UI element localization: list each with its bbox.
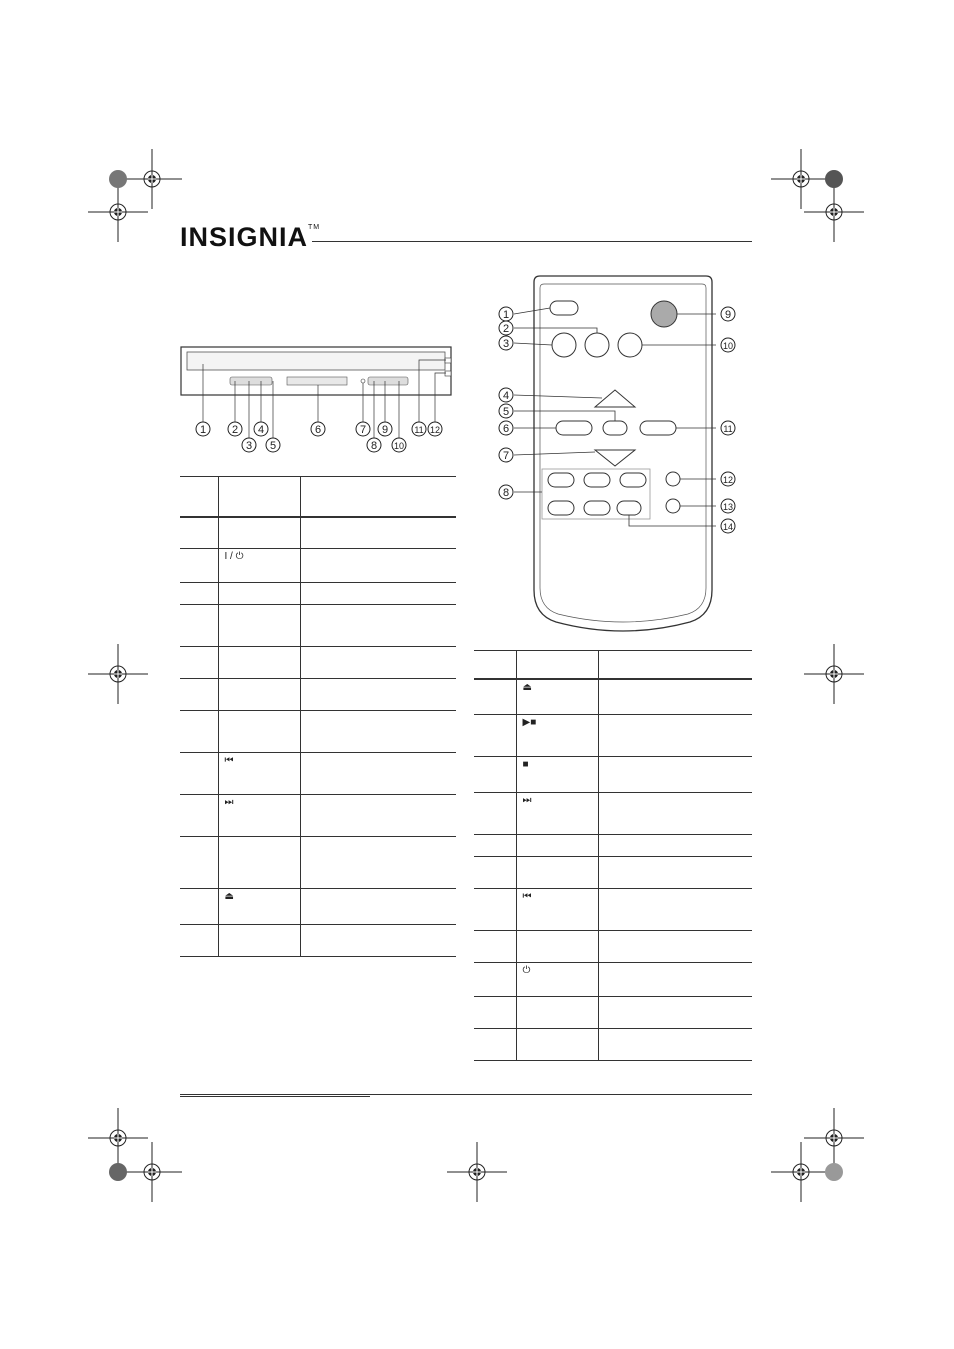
remote-callout-13: 13 bbox=[722, 502, 734, 512]
table-row: ⏭ bbox=[474, 793, 752, 835]
remote-callout-11: 11 bbox=[723, 424, 733, 434]
table-row bbox=[474, 1029, 752, 1061]
reg-mark-icon bbox=[88, 182, 148, 242]
table-row bbox=[180, 837, 456, 889]
callout-8: 8 bbox=[370, 440, 378, 452]
reg-mark-icon bbox=[122, 1142, 182, 1202]
remote-callout-1: 1 bbox=[502, 309, 510, 321]
reg-mark-icon bbox=[804, 182, 864, 242]
callout-12: 12 bbox=[429, 425, 441, 435]
remote-callout-7: 7 bbox=[502, 450, 510, 462]
reg-mark-icon bbox=[88, 1108, 148, 1168]
remote-callout-4: 4 bbox=[502, 390, 510, 402]
reg-mark-icon bbox=[88, 644, 148, 704]
remote-callout-5: 5 bbox=[502, 406, 510, 418]
callout-1: 1 bbox=[199, 424, 207, 436]
callout-4: 4 bbox=[257, 424, 265, 436]
callout-2: 2 bbox=[231, 424, 239, 436]
remote-callout-12: 12 bbox=[722, 475, 734, 485]
table-row: ⏻ bbox=[474, 963, 752, 997]
front-panel-table bbox=[180, 476, 456, 957]
table-row: ⏮ bbox=[474, 889, 752, 931]
color-dot-icon bbox=[825, 170, 843, 188]
table-row bbox=[180, 605, 456, 647]
reg-mark-icon bbox=[804, 1108, 864, 1168]
remote-callout-10: 10 bbox=[722, 341, 734, 351]
table-row bbox=[474, 857, 752, 889]
remote-callout-9: 9 bbox=[724, 309, 732, 321]
table-row: ⏏ bbox=[474, 679, 752, 715]
callout-11: 11 bbox=[414, 425, 424, 435]
table-row: ■ bbox=[474, 757, 752, 793]
callout-6: 6 bbox=[314, 424, 322, 436]
remote-callout-14: 14 bbox=[722, 522, 734, 532]
callout-9: 9 bbox=[381, 424, 389, 436]
callout-5: 5 bbox=[269, 440, 277, 452]
remote-callout-6: 6 bbox=[502, 423, 510, 435]
reg-mark-icon bbox=[804, 644, 864, 704]
callout-3: 3 bbox=[245, 440, 253, 452]
footer-rule-accent bbox=[180, 1096, 370, 1097]
table-row bbox=[474, 931, 752, 963]
color-dot-icon bbox=[825, 1163, 843, 1181]
table-row: I / ⏻ bbox=[180, 549, 456, 583]
table-row bbox=[180, 647, 456, 679]
reg-mark-icon bbox=[771, 149, 831, 209]
callout-10: 10 bbox=[393, 441, 405, 451]
remote-callout-2: 2 bbox=[502, 323, 510, 335]
callout-7: 7 bbox=[359, 424, 367, 436]
footer-rule bbox=[180, 1094, 752, 1095]
table-row: ▶■ bbox=[474, 715, 752, 757]
table-row: ⏏ bbox=[180, 889, 456, 925]
reg-mark-icon bbox=[771, 1142, 831, 1202]
front-panel-diagram bbox=[175, 340, 465, 460]
table-row bbox=[474, 997, 752, 1029]
table-row bbox=[180, 679, 456, 711]
table-row bbox=[180, 583, 456, 605]
reg-mark-icon bbox=[447, 1142, 507, 1202]
brand-logo: INSIGNIA™ bbox=[180, 222, 321, 252]
remote-table bbox=[474, 650, 752, 1061]
remote-callout-8: 8 bbox=[502, 487, 510, 499]
header-rule bbox=[312, 241, 752, 242]
table-row bbox=[180, 711, 456, 753]
color-dot-icon bbox=[109, 1163, 127, 1181]
table-row bbox=[180, 517, 456, 549]
color-dot-icon bbox=[109, 170, 127, 188]
remote-callout-3: 3 bbox=[502, 338, 510, 350]
reg-mark-icon bbox=[122, 149, 182, 209]
remote-diagram bbox=[490, 270, 750, 645]
table-row bbox=[474, 835, 752, 857]
table-row: ⏭ bbox=[180, 795, 456, 837]
table-row: ⏮ bbox=[180, 753, 456, 795]
table-row bbox=[180, 925, 456, 957]
